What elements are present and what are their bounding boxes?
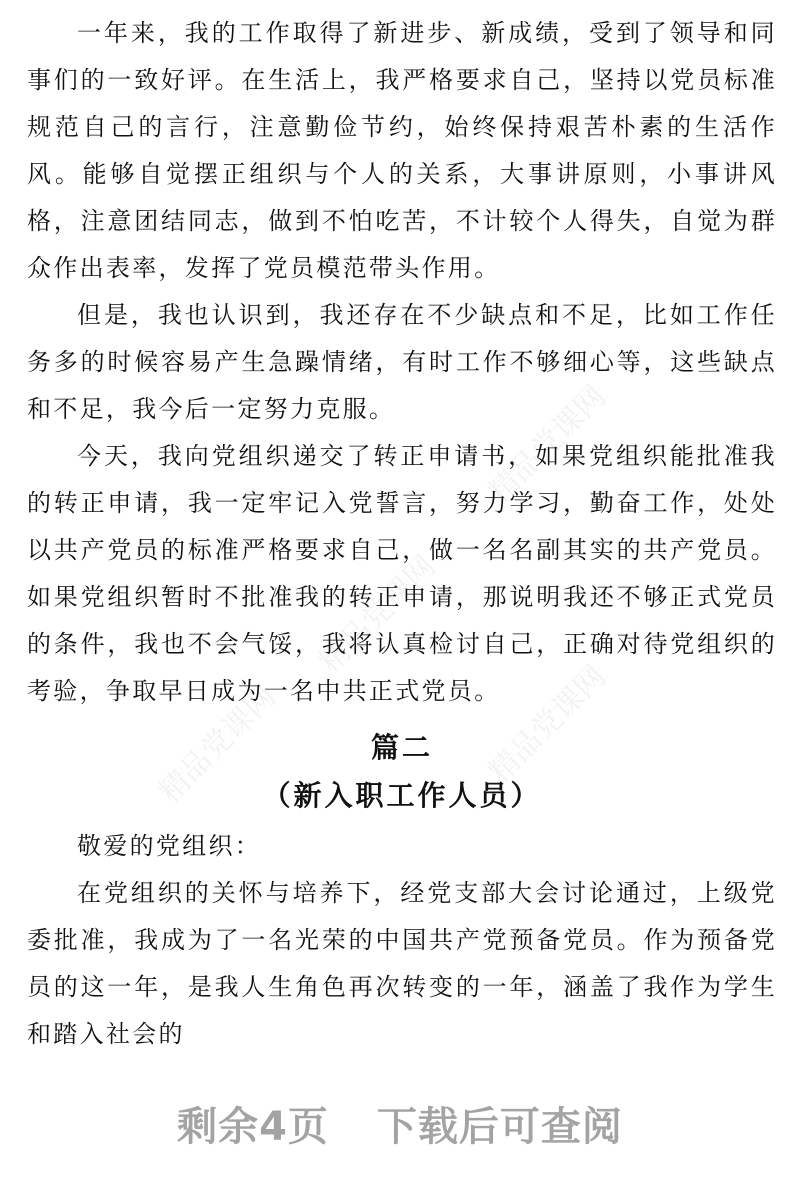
paragraph-shortcomings: 但是，我也认识到，我还存在不少缺点和不足，比如工作任务多的时候容易产生急躁情绪，有时工作不够细心等，这些缺点和不足，我今后一定努力克服。 (27, 301, 777, 423)
paragraph-work-summary: 一年来，我的工作取得了新进步、新成绩，受到了领导和同事们的一致好评。在生活上，我严格要求自己，坚持以党员标准规范自己的言行，注意勤俭节约，始终保持艰苦朴素的生活作风。能够自觉摆正组织与个人的关系，大事讲原则，小事讲风格，注意团结同志，做到不怕吃苦，不计较个人得失，自觉为群众作出表率，发挥了党员模范带头作用。 (27, 19, 777, 282)
download-prompt-label: 下载后可查阅 (376, 1104, 623, 1150)
watermark: 精品党课网 (482, 659, 613, 790)
section-title: 篇二 (370, 731, 433, 764)
document-body (27, 10, 777, 1048)
watermark: 精品党课网 (152, 679, 283, 810)
download-banner[interactable] (0, 1095, 800, 1152)
watermark: 精品党课网 (482, 379, 613, 510)
salutation: 敬爱的党组织： (77, 832, 262, 860)
remaining-pages-label: 剩余4页 (177, 1104, 329, 1150)
paragraph-introduction: 在党组织的关怀与培养下，经党支部大会讨论通过，上级党委批准，我成为了一名光荣的中国共产党预备党员。作为预备党员的这一年，是我人生角色再次转变的一年，涵盖了我作为学生和踏入社会的 (27, 879, 777, 1048)
section-subtitle: （新入职工作人员） (262, 779, 542, 812)
paragraph-application: 今天，我向党组织递交了转正申请书，如果党组织能批准我的转正申请，我一定牢记入党誓言，努力学习，勤奋工作，处处以共产党员的标准严格要求自己，做一名名副其实的共产党员。如果党组织暂时不批准我的转正申请，那说明我还不够正式党员的条件，我也不会气馁，我将认真检讨自己，正确对待党组织的考验，争取早日成为一名中共正式党员。 (27, 442, 777, 705)
watermark: 精品党课网 (312, 549, 443, 680)
